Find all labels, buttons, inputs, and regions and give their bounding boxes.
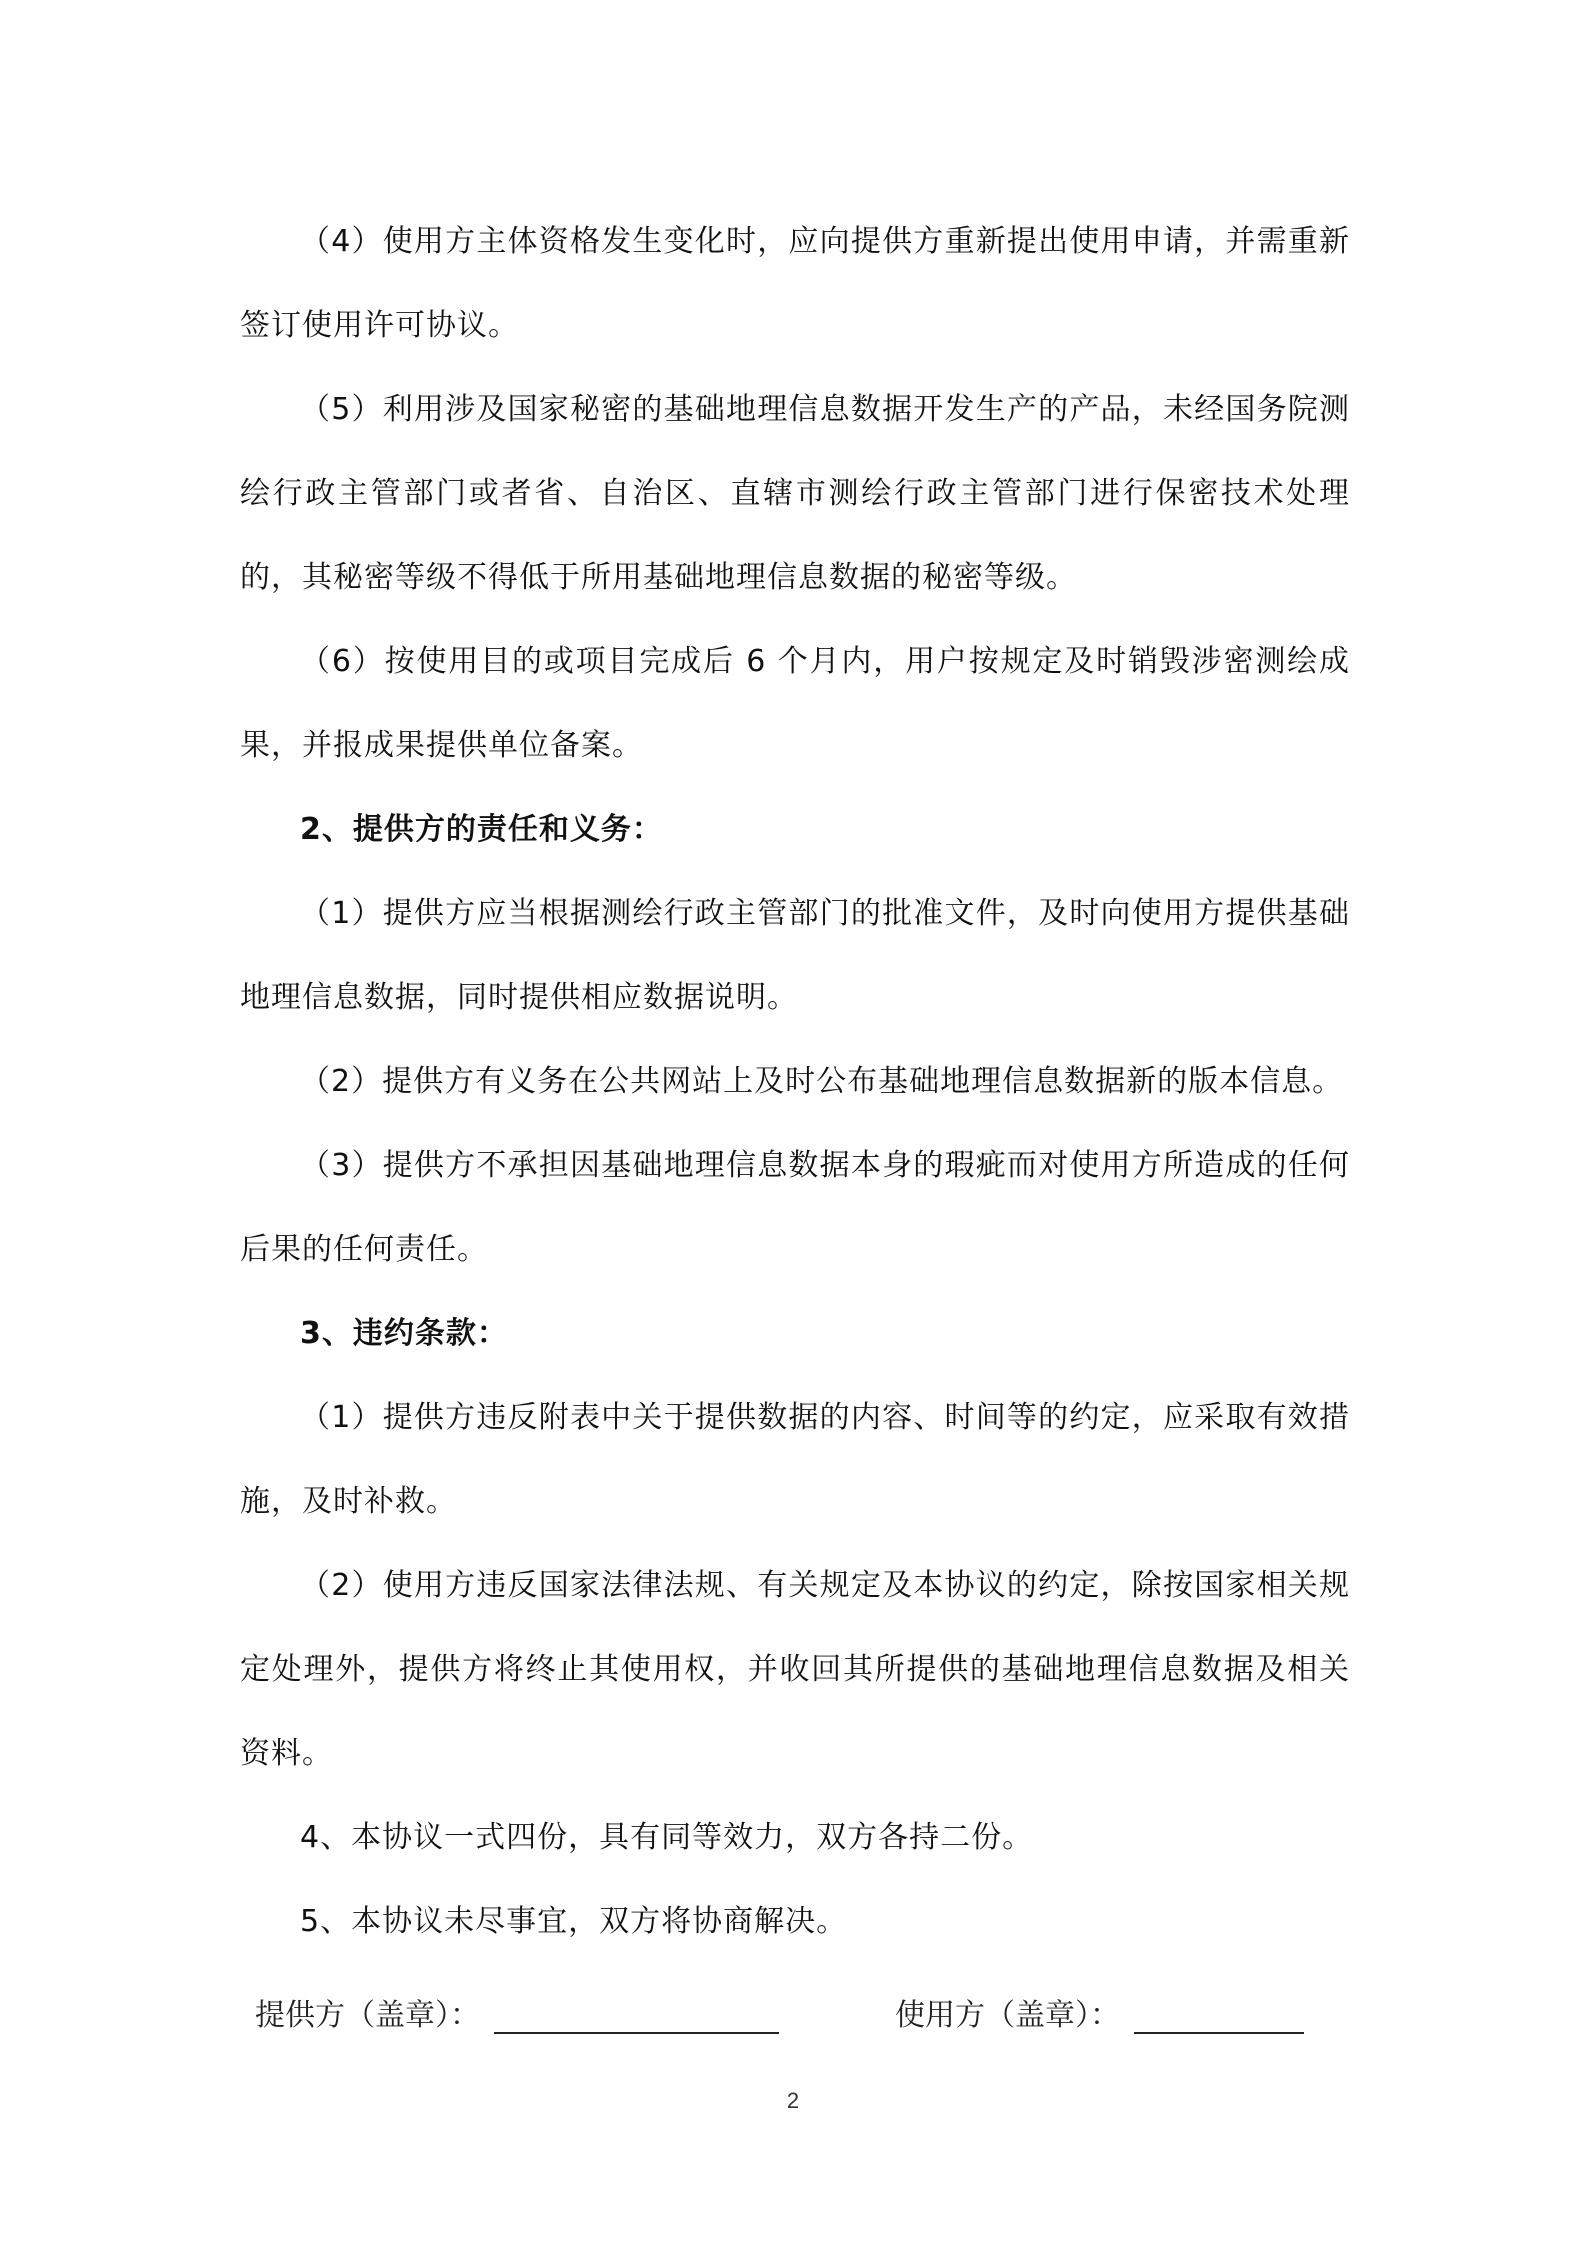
user-signature-block — [895, 1990, 1304, 2034]
provider-signature-block — [255, 1990, 779, 2034]
paragraph-destroy-results: （6）按使用目的或项目完成后 6 个月内，用户按规定及时销毁涉密测绘成果，并报成果提供单位备案。 — [240, 644, 1350, 763]
page-number: 2 — [786, 2088, 800, 2113]
paragraph-publish-version: （2）提供方有义务在公共网站上及时公布基础地理信息数据新的版本信息。 — [300, 1064, 1344, 1099]
paragraph-no-liability: （3）提供方不承担因基础地理信息数据本身的瑕疵而对使用方所造成的任何后果的任何责任。 — [240, 1148, 1350, 1267]
paragraph-provide-data: （1）提供方应当根据测绘行政主管部门的批准文件，及时向使用方提供基础地理信息数据，同时提供相应数据说明。 — [240, 896, 1350, 1015]
paragraph-provider-breach: （1）提供方违反附表中关于提供数据的内容、时间等的约定，应采取有效措施，及时补救。 — [240, 1400, 1350, 1519]
document-body — [240, 200, 1350, 1964]
user-signature-line — [1134, 1998, 1304, 2034]
paragraph-secret-products: （5）利用涉及国家秘密的基础地理信息数据开发生产的产品，未经国务院测绘行政主管部门或者省、自治区、直辖市测绘行政主管部门进行保密技术处理的，其秘密等级不得低于所用基础地理信息数据的秘密等级。 — [240, 392, 1350, 595]
user-seal-label: 使用方（盖章）： — [895, 1998, 1120, 2033]
signature-row — [255, 1990, 1355, 2050]
paragraph-unresolved-matters: 5、本协议未尽事宜，双方将协商解决。 — [300, 1904, 848, 1939]
provider-signature-line — [494, 1998, 779, 2034]
paragraph-user-qualification-change: （4）使用方主体资格发生变化时，应向提供方重新提出使用申请，并需重新签订使用许可协议。 — [240, 224, 1350, 343]
paragraph-copies: 4、本协议一式四份，具有同等效力，双方各持二份。 — [300, 1820, 1034, 1855]
section-heading-provider-duties: 2、提供方的责任和义务： — [300, 812, 663, 847]
provider-seal-label: 提供方（盖章）： — [255, 1998, 480, 2033]
paragraph-user-breach: （2）使用方违反国家法律法规、有关规定及本协议的约定，除按国家相关规定处理外，提供方将终止其使用权，并收回其所提供的基础地理信息数据及相关资料。 — [240, 1568, 1350, 1771]
section-heading-breach: 3、违约条款： — [300, 1316, 508, 1351]
